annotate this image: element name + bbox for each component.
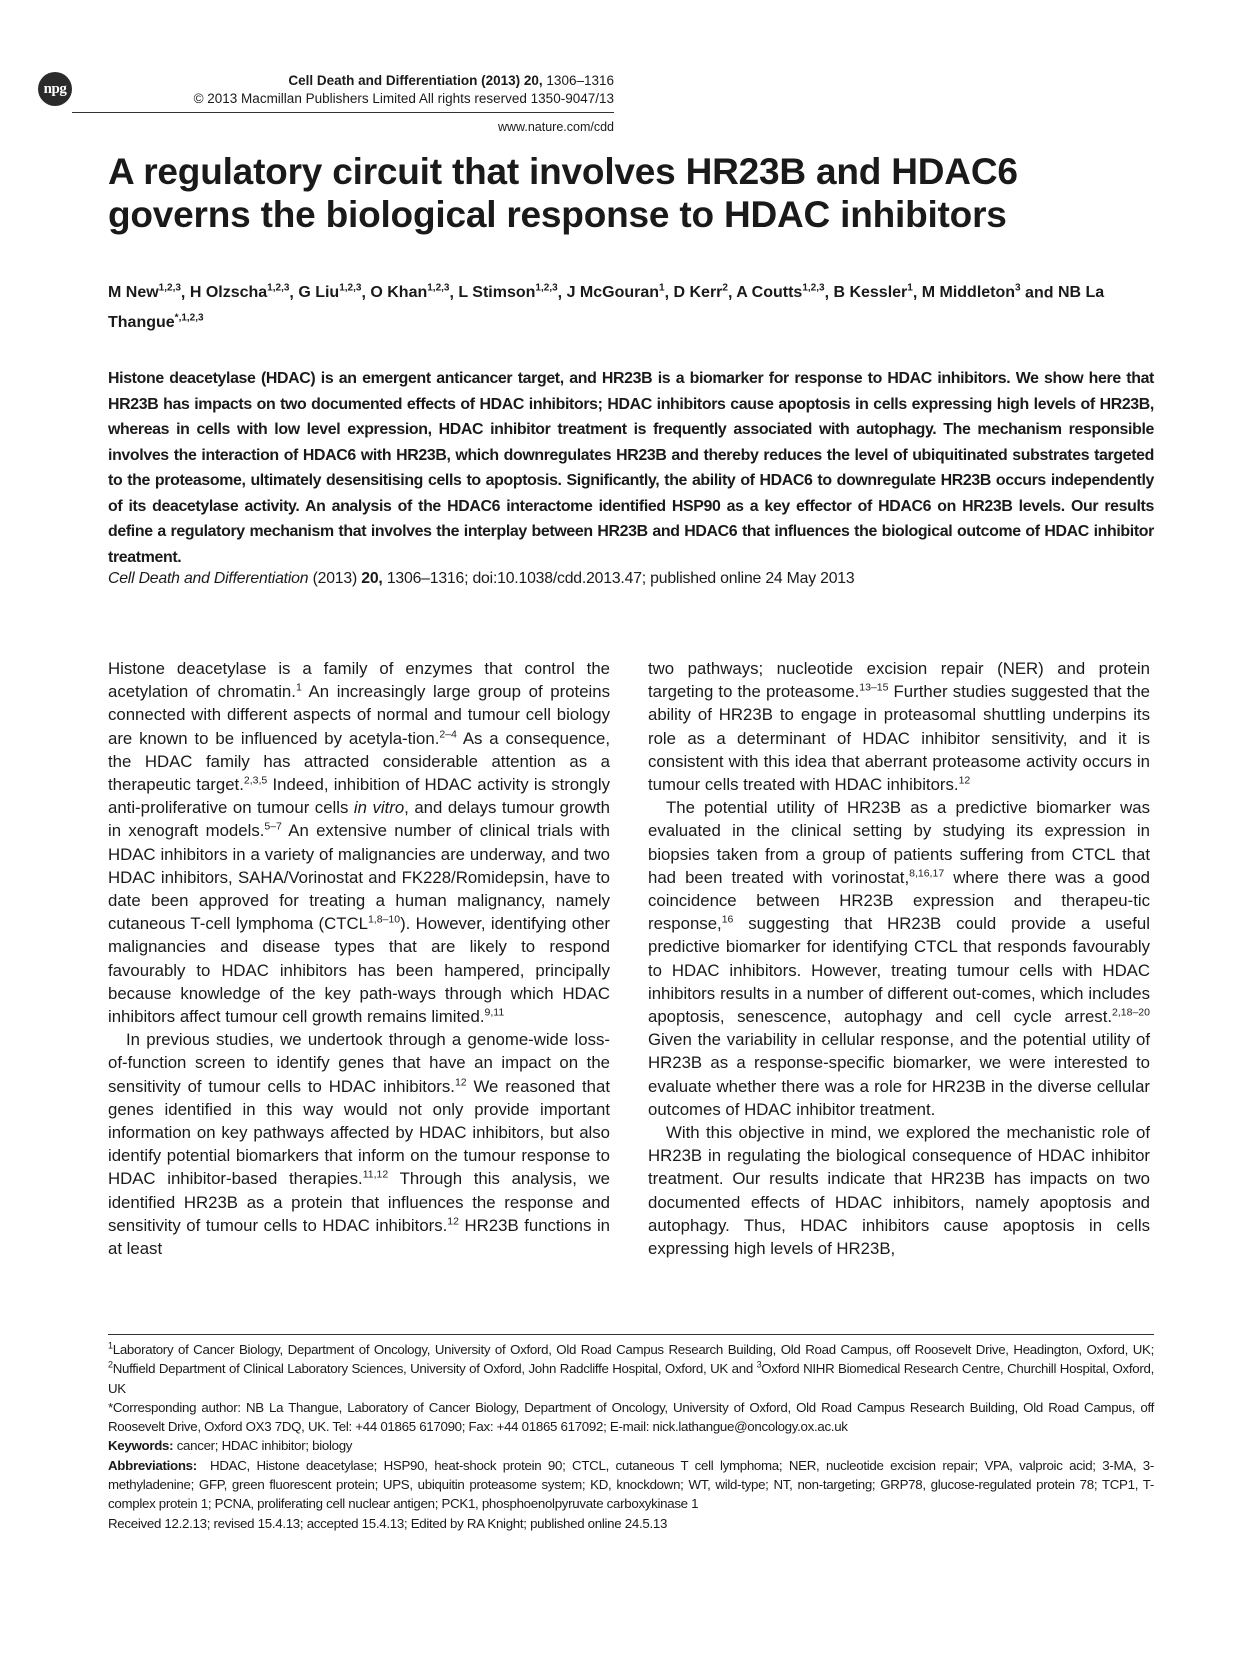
journal-header: [194, 72, 614, 108]
author-name: J McGouran$^1$: [566, 283, 665, 302]
author-affiliation: 3: [1015, 283, 1021, 294]
author-name: NB La Thangue$^{*,1,2,3}$: [108, 284, 1105, 331]
author-name: M Middleton$^3$: [921, 283, 1021, 302]
abbreviations-label: Abbreviations:: [108, 1457, 197, 1473]
keywords: [108, 1436, 1154, 1455]
keywords-text: cancer; HDAC inhibitor; biology: [176, 1438, 353, 1454]
citation-volume: 20,: [361, 570, 383, 587]
author-name: H Olzscha$^{1,2,3}$: [189, 283, 290, 302]
author-name: G Liu$^{1,2,3}$: [298, 283, 362, 302]
citation-details: 1306–1316; doi:10.1038/cdd.2013.47; published online 24 May 2013: [386, 570, 855, 587]
body-paragraph: With this objective in mind, we explored the mechanistic role of HR23B in regulating the biological consequence of HDAC inhibitor treatment. Our results indicate that HR23B has impacts on two documented effects of HDAC inhibitors, namely apoptosis and autophagy. Thus, HDAC inhibitors cause apoptosis in cells expressing high levels of HR23B,: [648, 1123, 1150, 1259]
header-rule: [72, 112, 614, 113]
affiliations: $^1$Laboratory of Cancer Biology, Department of Oncology, University of Oxford, Old Road Campus Research Building, Old Road Campus, off Roosevelt Drive, Headington, Oxford, UK; $^2$Nuffield Department of Clinical Laboratory Sciences, University of Oxford, John Radcliffe Hospital, Oxford, UK and $^3$Oxford NIHR Biomedical Research Centre, Churchill Hospital, Oxford, UK: [108, 1340, 1154, 1396]
author-affiliation: 1,2,3: [535, 283, 558, 294]
author-affiliation: 1,2,3: [158, 283, 181, 294]
author-affiliation: 2: [722, 283, 728, 294]
npg-logo: npg: [38, 72, 72, 106]
author-affiliation: 1,2,3: [427, 283, 450, 294]
abbreviations: [108, 1456, 1154, 1514]
author-separator: ,: [664, 284, 674, 302]
body-paragraph: In previous studies, we undertook through a genome-wide loss-of-function screen to identify genes that have an impact on the sensitivity of tumour cells to HDAC inhibitors.$^{12}$ We reasoned that genes identified in this way would not only provide important information on key pathways affected by HDAC inhibitors, but also identify potential biomarkers that inform on the tumour response to HDAC inhibitor-based therapies.$^{11,12}$ Through this analysis, we identified HR23B as a protein that influences the response and sensitivity of tumour cells to HDAC inhibitors.$^{12}$ HR23B functions in at least: [108, 1030, 611, 1259]
page-range: 1306–1316: [546, 73, 614, 88]
copyright-line: © 2013 Macmillan Publishers Limited All rights reserved 1350-9047/13: [193, 91, 614, 106]
body-column-right: [648, 657, 1150, 1260]
abbreviations-text: HDAC, Histone deacetylase; HSP90, heat-shock protein 90; CTCL, cutaneous T cell lymphoma; NER, nucleotide excision repair; VPA, valproic acid; 3-MA, 3-methyladenine; GFP, green fluorescent protein; UPS, ubiquitin proteasome system; KD, knockdown; WT, wild-type; NT, non-targeting; GRP78, glucose-regulated protein 78; TCP1, T-complex protein 1; PCNA, proliferating cell nuclear antigen; PCK1, phosphoenolpyruvate carboxykinase 1: [108, 1457, 1154, 1512]
author-affiliation: 1: [659, 283, 665, 294]
body-paragraph: Histone deacetylase is a family of enzymes that control the acetylation of chromatin.$^1$ An increasingly large group of proteins connected with different aspects of normal and tumour cell biology are known to be influenced by acetyla-tion.$^{2-4}$ As a consequence, the HDAC family has attracted considerable attention as a therapeutic target.$^{2,3,5}$ Indeed, inhibition of HDAC activity is strongly anti-proliferative on tumour cells in vitro, and delays tumour growth in xenograft models.$^{5-7}$ An extensive number of clinical trials with HDAC inhibitors in a variety of malignancies are underway, and two HDAC inhibitors, SAHA/Vorinostat and FK228/Romidepsin, have to date been approved for treating a human malignancy, namely cutaneous T-cell lymphoma (CTCL$^{1,8-10}$). However, identifying other malignancies and disease types that are likely to respond favourably to HDAC inhibitors has been hampered, principally because knowledge of the key path-ways through which HDAC inhibitors affect tumour cell growth remains limited.$^{9,11}$: [108, 659, 611, 1027]
author-affiliation: *,1,2,3: [174, 312, 204, 324]
abstract: Histone deacetylase (HDAC) is an emergent anticancer target, and HR23B is a biomarker for response to HDAC inhibitors. We show here that HR23B has impacts on two documented effects of HDAC inhibitors; HDAC inhibitors cause apoptosis in cells expressing high levels of HR23B, whereas in cells with low level expression, HDAC inhibitor treatment is frequently associated with autophagy. The mechanism responsible involves the interaction of HDAC6 with HR23B, which downregulates HR23B and thereby reduces the level of ubiquitinated substrates targeted to the proteasome, ultimately desensitising cells to apoptosis. Significantly, the ability of HDAC6 to downregulate HR23B occurs independently of its deacetylase activity. An analysis of the HDAC6 interactome identified HSP90 as a key effector of HDAC6 on HR23B levels. Our results define a regulatory mechanism that involves the interplay between HR23B and HDAC6 that influences the biological outcome of HDAC inhibitor treatment.: [108, 370, 1154, 566]
received-dates: Received 12.2.13; revised 15.4.13; accepted 15.4.13; Edited by RA Knight; published online 24.5.13: [108, 1515, 668, 1531]
citation-journal: Cell Death and Differentiation: [108, 570, 309, 587]
footnote-rule: [108, 1334, 1154, 1335]
author-separator: ,: [361, 284, 371, 302]
author-affiliation: 1,2,3: [339, 283, 362, 294]
keywords-label: Keywords:: [108, 1438, 174, 1454]
author-list: [108, 276, 1148, 335]
author-name: B Kessler$^1$: [833, 283, 913, 302]
footnotes: [108, 1340, 1154, 1533]
author-affiliation: 1,2,3: [267, 283, 290, 294]
author-name: M New$^{1,2,3}$: [108, 283, 181, 302]
journal-url[interactable]: www.nature.com/cdd: [497, 120, 614, 134]
author-separator: ,: [557, 284, 567, 302]
author-name: A Coutts$^{1,2,3}$: [736, 283, 825, 302]
author-separator: ,: [449, 284, 459, 302]
author-name: L Stimson$^{1,2,3}$: [458, 283, 558, 302]
body-column-left: [108, 657, 610, 1260]
author-affiliation: 1: [907, 283, 913, 294]
author-affiliation: 1,2,3: [802, 283, 825, 294]
article-title: A regulatory circuit that involves HR23B and HDAC6 governs the biological response to HDAC inhibitors: [108, 151, 1018, 235]
body-paragraph: The potential utility of HR23B as a predictive biomarker was evaluated in the clinical setting by studying its expression in biopsies taken from a group of patients suffering from CTCL that had been treated with vorinostat,$^{8,16,17}$ where there was a good coincidence between HR23B expression and therapeu-tic response,$^{16}$ suggesting that HR23B could provide a useful predictive biomarker for identifying CTCL that responds favourably to HDAC inhibitors. However, treating tumour cells with HDAC inhibitors results in a number of different out-comes, which includes apoptosis, senescence, autophagy and cell cycle arrest.$^{2,18-20}$ Given the variability in cellular response, and the potential utility of HR23B as a response-specific biomarker, we were interested to evaluate whether there was a role for HR23B in the diverse cellular outcomes of HDAC inhibitor treatment.: [648, 798, 1150, 1119]
author-name: O Khan$^{1,2,3}$: [370, 283, 450, 302]
corresponding-author: *Corresponding author: NB La Thangue, Laboratory of Cancer Biology, Department of Oncology, University of Oxford, Old Road Campus Research Building, Old Road Campus, off Roosevelt Drive, Oxford OX3 7DQ, UK. Tel: +44 01865 617090; Fax: +44 01865 617092; E-mail: nick.lathangue@oncology.ox.ac.uk: [108, 1399, 1154, 1435]
author-separator: and: [1020, 284, 1058, 302]
citation-line: [108, 566, 854, 591]
author-name: D Kerr$^2$: [673, 283, 728, 302]
author-separator: ,: [180, 284, 190, 302]
citation-year: (2013): [312, 570, 358, 587]
author-separator: ,: [727, 284, 737, 302]
journal-name: Cell Death and Differentiation (2013) 20,: [288, 73, 543, 88]
author-separator: ,: [824, 284, 834, 302]
author-separator: ,: [912, 284, 922, 302]
author-separator: ,: [289, 284, 299, 302]
body-paragraph: two pathways; nucleotide excision repair (NER) and protein targeting to the proteasome.$^{13-15}$ Further studies suggested that the ability of HR23B to engage in proteasomal shuttling underpins its role as a determinant of HDAC inhibitor sensitivity, and it is consistent with this idea that aberrant proteasome activity occurs in tumour cells treated with HDAC inhibitors.$^{12}$: [648, 659, 1150, 795]
